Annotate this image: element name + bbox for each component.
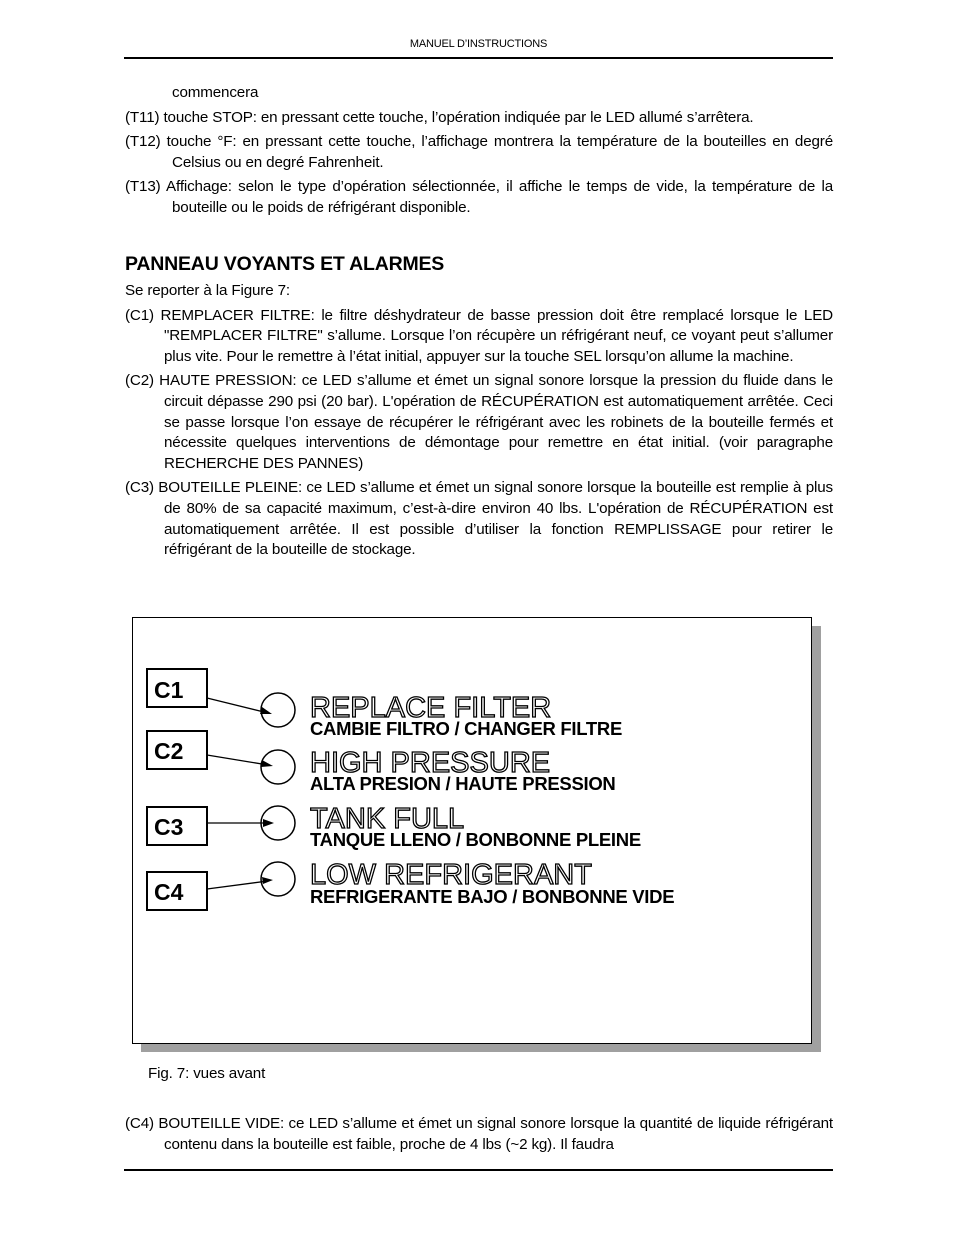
code-label-c4: C4 — [154, 879, 184, 905]
pointer-arrow-c3 — [263, 819, 274, 827]
code-label-c1: C1 — [154, 677, 184, 703]
code-label-c3: C3 — [154, 814, 184, 840]
figure-caption: Fig. 7: vues avant — [148, 1065, 266, 1082]
bottom-section — [125, 1114, 833, 1155]
paragraph-c1: (C1) REMPLACER FILTRE: le filtre déshydrateur de basse pression doit être remplacé lorsque le LED "REMPLACER FILTRE" s’allume. Lorsque l’on récupère un réfrigérant neuf, ce voyant peut s’allumer plus vite. Pour le remettre à l’état initial, appuyer sur la touche SEL lorsqu’on allume la machine. — [125, 306, 833, 365]
indicator-sublabel-c4: REFRIGERANTE BAJO / BONBONNE VIDE — [310, 886, 675, 907]
indicator-label-c3: TANK FULL — [310, 803, 465, 835]
page-header: MANUEL D’INSTRUCTIONS — [409, 38, 548, 50]
paragraph-t12: (T12) touche °F: en pressant cette touche, l’affichage montrera la température de la bouteilles en degré Celsius ou en degré Fahrenheit. — [125, 133, 833, 171]
indicator-label-c2: HIGH PRESSURE — [310, 747, 551, 779]
paragraph-c2: (C2) HAUTE PRESSION: ce LED s’allume et émet un signal sonore lorsque la pression du fluide dans le circuit dépasse 290 psi (20 bar). L'opération de RÉCUPÉRATION est automatiquement arrêtée. Ceci se passe lorsque l’on essaye de récupérer le réfrigérant avec les robinets de la bouteille fermés et nécessite quelques interventions de démontage pour remettre en état initial. (voir paragraphe RECHERCHE DES PANNES) — [125, 372, 833, 472]
indicator-diagram — [133, 618, 811, 1043]
pointer-arrow-c4 — [262, 877, 273, 884]
indicator-label-c1: REPLACE FILTER — [310, 692, 552, 724]
pointer-line-c4 — [207, 881, 268, 889]
header-rule — [124, 57, 833, 59]
indicator-sublabel-c2: ALTA PRESION / HAUTE PRESSION — [310, 773, 616, 794]
paragraph-t11: (T11) touche STOP: en pressant cette touche, l’opération indiquée par le LED allumé s’arrêtera. — [125, 108, 754, 126]
pointer-line-c1 — [207, 698, 268, 713]
paragraph-t13: (T13) Affichage: selon le type d’opération sélectionnée, il affiche le temps de vide, la température de la bouteille ou le poids de réfrigérant disponible. — [125, 178, 833, 216]
section-body — [125, 281, 833, 561]
indicator-label-c4: LOW REFRIGERANT — [310, 859, 592, 891]
paragraph-c3: (C3) BOUTEILLE PLEINE: ce LED s’allume et émet un signal sonore lorsque la bouteille est remplie à plus de 80% de sa capacité maximum, c’est-à-dire environ 40 lbs. L'opération de RÉCUPÉRATION est automatiquement arrêtée. Il est possible d’utiliser la fonction REMPLISSAGE pour retirer le réfrigérant de la bouteille de stockage. — [125, 479, 833, 559]
pointer-line-c2 — [207, 755, 268, 765]
indicator-c4 — [147, 859, 674, 910]
indicator-c1 — [147, 669, 622, 739]
continuation-paragraph: commencera — [172, 84, 259, 101]
indicator-sublabel-c1: CAMBIE FILTRO / CHANGER FILTRE — [310, 718, 622, 739]
footer-rule — [124, 1169, 833, 1171]
section-intro: Se reporter à la Figure 7: — [125, 282, 290, 299]
led-c2 — [261, 750, 295, 784]
paragraph-c4: (C4) BOUTEILLE VIDE: ce LED s’allume et émet un signal sonore lorsque la quantité de liquide réfrigérant contenu dans la bouteille est faible, proche de 4 lbs (~2 kg). Il faudra — [125, 1115, 833, 1153]
section-heading: PANNEAU VOYANTS ET ALARMES — [125, 253, 445, 275]
indicator-c3 — [147, 803, 641, 850]
top-paragraphs — [125, 83, 833, 219]
indicator-sublabel-c3: TANQUE LLENO / BONBONNE PLEINE — [310, 829, 641, 850]
figure-7-panel — [132, 617, 812, 1044]
code-label-c2: C2 — [154, 738, 184, 764]
indicator-c2 — [147, 731, 615, 794]
